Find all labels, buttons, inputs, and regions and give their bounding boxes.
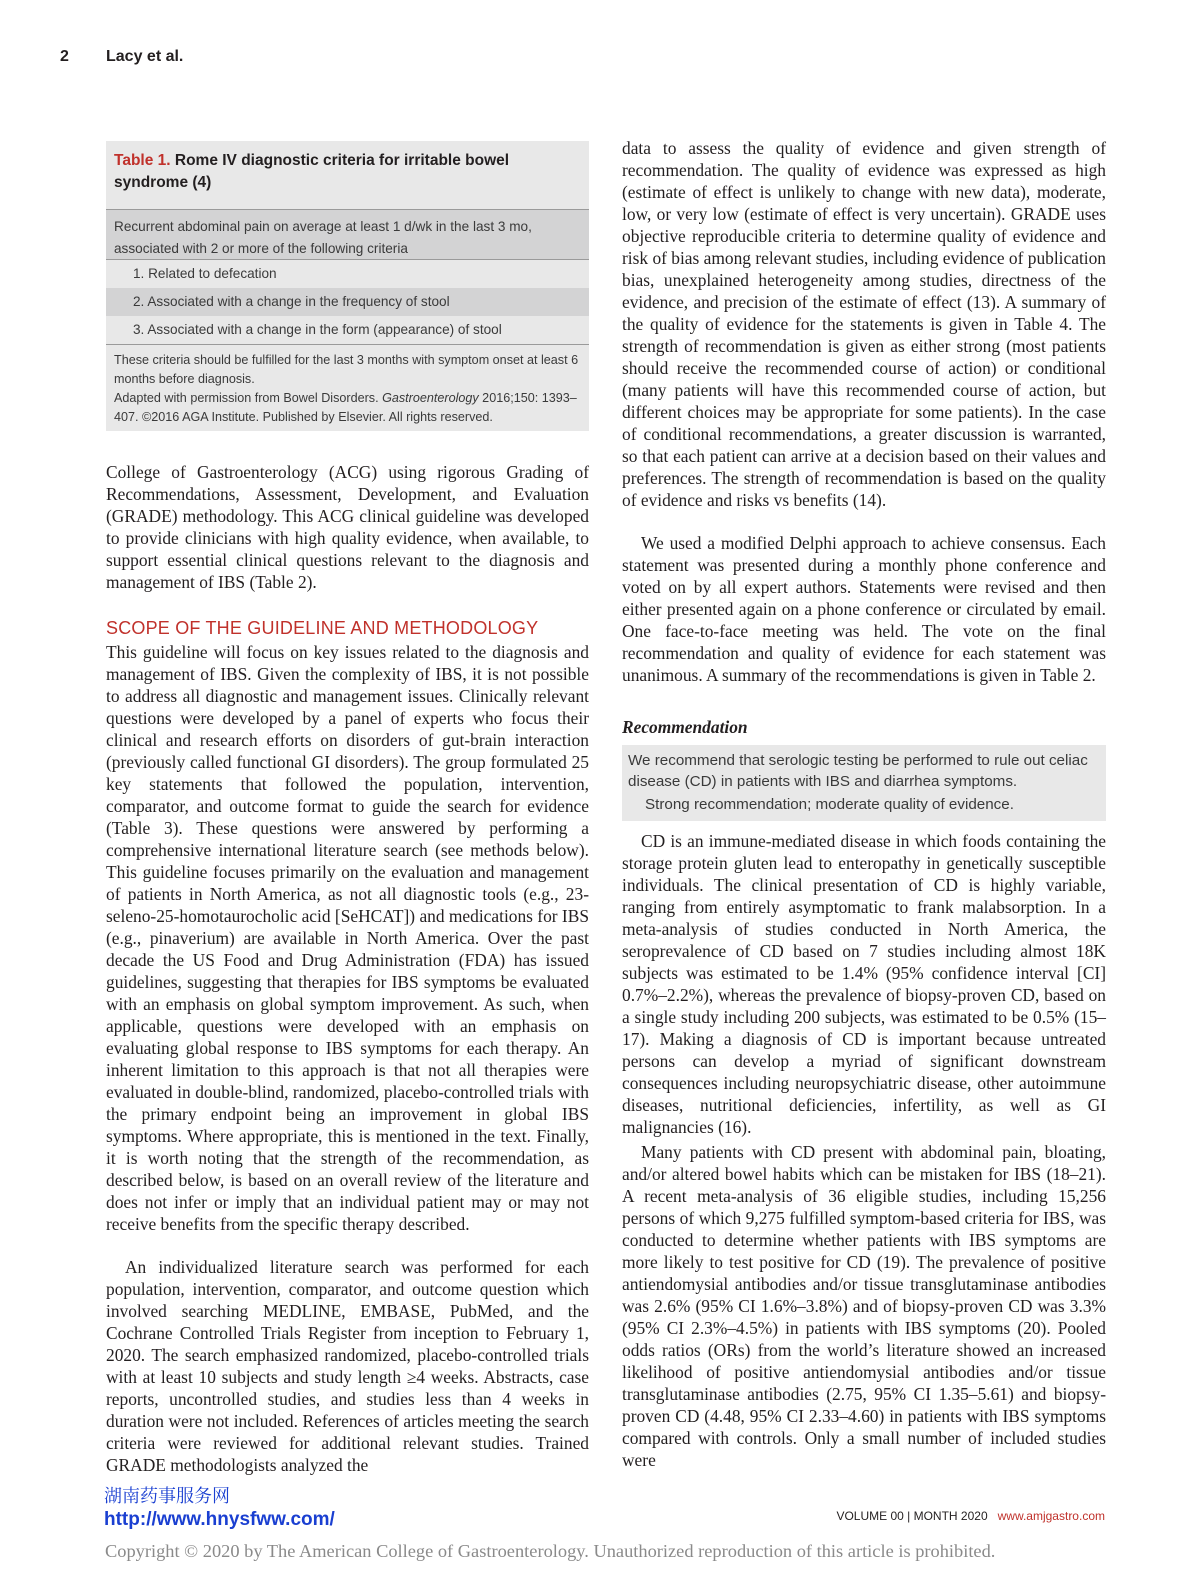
paragraph-scope: This guideline will focus on key issues related to the diagnosis and management of IBS. Given the complexity of IBS, it is not possible to address all diagnostic and management issues. Clinically relevant questions were developed by a panel of experts who focus their clinical and research efforts on disorders of gut-brain interaction (previously called functional GI disorders). The group formulated 25 key statements that followed the population, intervention, comparator, and outcome format to guide the search for evidence (Table 3). These questions were answered by performing a comprehensive international literature search (see methods below). This guideline focuses primarily on the evaluation and management of patients in North America, as not all diagnostic tools (e.g., 23-seleno-25-homotaurocholic acid [SeHCAT]) and medications for IBS (e.g., pinaverium) are available in North America. Over the past decade the US Food and Drug Administration (FDA) has issued guidelines, suggesting that therapies for IBS symptoms be evaluated with an emphasis on global symptom improvement. As such, when applicable, questions were developed with an emphasis on evaluating global response to IBS symptoms for each therapy. An inherent limitation to this approach is that not all therapies were evaluated in double-blind, randomized, placebo-controlled trials with the primary endpoint being an improvement in global IBS symptoms. Where appropriate, this is mentioned in the text. Finally, it is worth noting that the strength of the recommendation, as described below, is based on an overall review of the literature and does not infer or imply that an individual patient may or may not receive benefits from the specific therapy described. bbox=[106, 642, 589, 1234]
table-1-footnote bbox=[106, 344, 589, 433]
running-authors: Lacy et al. bbox=[106, 48, 184, 65]
recommendation-text: We recommend that serologic testing be performed to rule out celiac disease (CD) in patients with IBS and diarrhea symptoms. bbox=[628, 752, 1088, 790]
recommendation-heading: Recommendation bbox=[622, 717, 748, 737]
table-1-criterion: 2. Associated with a change in the frequency of stool bbox=[106, 288, 589, 316]
watermark-url[interactable]: http://www.hnysfww.com/ bbox=[104, 1509, 335, 1530]
table-1-criterion: 3. Associated with a change in the form (appearance) of stool bbox=[133, 322, 502, 337]
paragraph-celiac-2: Many patients with CD present with abdominal pain, bloating, and/or altered bowel habits which can be mistaken for IBS (18–21). A recent meta-analysis of 36 eligible studies, including 15,256 persons of which 9,275 fulfilled symptom-based criteria for IBS, was conducted to determine whether patients with IBS symptoms are more likely to test positive for CD (19). The prevalence of positive antiendomysial antibodies and/or tissue transglutaminase antibodies was 2.6% (95% CI 1.6%–3.8%) and of biopsy-proven CD was 3.3% (95% CI 2.3%–4.5%) in patients with IBS symptoms (20). Pooled odds ratios (ORs) from the world’s literature showed an increased likelihood of positive antiendomysial antibodies and/or tissue transglutaminase antibodies (2.75, 95% CI 1.35–5.61) and biopsy-proven CD (4.48, 95% CI 2.33–4.60) in patients with IBS symptoms compared with controls. Only a small number of included studies were bbox=[622, 1142, 1106, 1470]
table-1-criterion: 1. Related to defecation bbox=[133, 266, 277, 281]
footer-volume: VOLUME 00 | MONTH 2020 bbox=[836, 1509, 988, 1523]
table-1-title: Rome IV diagnostic criteria for irritable bowel syndrome (4) bbox=[114, 152, 510, 191]
recommendation-strength: Strong recommendation; moderate quality of evidence. bbox=[645, 796, 1014, 813]
permission-text: 2016;150: 1393–407. ©2016 AGA Institute. Published by Elsevier. All rights reserved. bbox=[114, 391, 577, 424]
page-number: 2 bbox=[60, 48, 69, 65]
permission-text: Adapted with permission from Bowel Disorders. bbox=[114, 391, 383, 405]
paragraph-intro: College of Gastroenterology (ACG) using rigorous Grading of Recommendations, Assessment, Development, and Evaluation (GRADE) methodology. This ACG clinical guideline was developed to provide clinicians with high quality evidence, when available, to support essential clinical questions relevant to the diagnosis and management of IBS (Table 2). bbox=[106, 462, 589, 592]
table-1-label: Table 1. bbox=[114, 152, 171, 169]
table-1-note: These criteria should be fulfilled for the last 3 months with symptom onset at least 6 months before diagnosis. bbox=[114, 353, 579, 386]
copyright-notice: Copyright © 2020 by The American College of Gastroenterology. Unauthorized reproduction of this article is prohibited. bbox=[105, 1541, 996, 1561]
paragraph-search: An individualized literature search was performed for each population, intervention, comparator, and outcome question which involved searching MEDLINE, EMBASE, PubMed, and the Cochrane Controlled Trials Register from inception to February 1, 2020. The search emphasized randomized, placebo-controlled trials with at least 10 subjects and study length ≥4 weeks. Abstracts, case reports, uncontrolled studies, and studies less than 4 weeks in duration were not included. References of articles meeting the search criteria were reviewed for additional relevant studies. Trained GRADE methodologists analyzed the bbox=[106, 1257, 589, 1475]
footer-site-link[interactable]: www.amjgastro.com bbox=[997, 1509, 1105, 1523]
table-1-caption bbox=[106, 141, 589, 193]
table-1-permission bbox=[114, 389, 581, 427]
watermark-site-name: 湖南药事服务网 bbox=[104, 1486, 230, 1507]
journal-name: Gastroenterology bbox=[382, 391, 479, 405]
paragraph-delphi: We used a modified Delphi approach to achieve consensus. Each statement was presented during a monthly phone conference and voted on by all expert authors. Statements were revised and then either presented again on a phone conference or circulated by email. One face-to-face meeting was held. The vote on the final recommendation and quality of evidence for each statement was unanimous. A summary of the recommendations is given in Table 2. bbox=[622, 533, 1106, 685]
paragraph-celiac-1: CD is an immune-mediated disease in which foods containing the storage protein gluten lead to enteropathy in genetically susceptible individuals. The clinical presentation of CD is highly variable, ranging from entirely asymptomatic to frank malabsorption. In a meta-analysis of studies conducted in North America, the seroprevalence of CD based on 7 studies including almost 18K subjects was estimated to be 1.4% (95% confidence interval [CI] 0.7%–2.2%), whereas the prevalence of biopsy-proven CD, based on a single study including 200 subjects, was estimated to be 0.5% (15–17). Making a diagnosis of CD is important because untreated persons can develop a myriad of significant downstream consequences including neuropsychiatric disease, other autoimmune diseases, nutritional deficiencies, infertility, as well as GI malignancies (16). bbox=[622, 831, 1106, 1137]
page-footer bbox=[836, 1509, 1105, 1523]
recommendation-box bbox=[622, 745, 1106, 821]
table-1-header: Recurrent abdominal pain on average at least 1 d/wk in the last 3 mo, associated with 2 or more of the following criteria bbox=[106, 209, 589, 260]
running-header bbox=[60, 48, 183, 66]
paragraph-grade: data to assess the quality of evidence and given strength of recommendation. The quality of evidence was expressed as high (estimate of effect is unlikely to change with new data), moderate, low, or very low (estimate of effect is very uncertain). GRADE uses objective reproducible criteria to determine quality of evidence and risk of bias among relevant studies, including evidence of publication bias, unexplained heterogeneity among studies, directness of the evidence, and precision of the estimate of effect (13). A summary of the quality of evidence for the statements is given in Table 4. The strength of recommendation is given as either strong (most patients should receive the recommended course of action) or conditional (many patients will have this recommended course of action, but different choices may be appropriate for some patients). In the case of conditional recommendations, a greater discussion is warranted, so that each patient can arrive at a decision based on their values and preferences. The strength of recommendation is based on the quality of evidence and risks vs benefits (14). bbox=[622, 138, 1106, 510]
section-heading: SCOPE OF THE GUIDELINE AND METHODOLOGY bbox=[106, 618, 539, 638]
table-1 bbox=[106, 141, 589, 431]
watermark bbox=[104, 1486, 335, 1532]
